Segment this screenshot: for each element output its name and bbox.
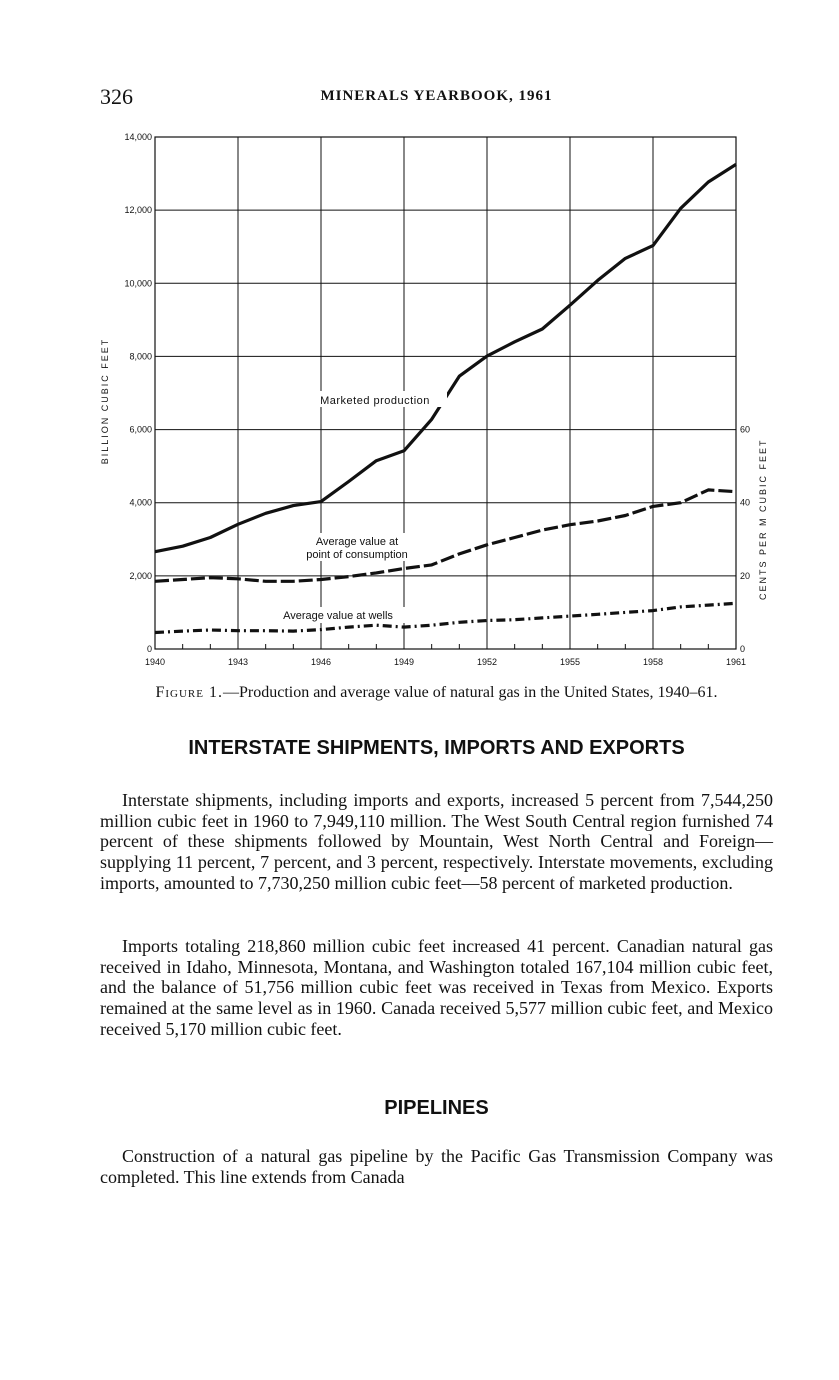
x-tick-label: 1955	[559, 657, 581, 667]
series-line-0	[155, 164, 736, 551]
x-tick-label: 1961	[725, 657, 747, 667]
paragraph-pipelines: Construction of a natural gas pipeline by the Pacific Gas Transmission Company was completed. This line extends from Canada	[100, 1146, 773, 1187]
series-label-marketed-production: Marketed production	[320, 395, 430, 407]
x-tick-label: 1952	[476, 657, 498, 667]
y-left-tick-label: 6,000	[129, 424, 152, 435]
x-tick-label: 1949	[393, 657, 415, 667]
section-heading-pipelines: PIPELINES	[384, 1097, 489, 1119]
series-line-2	[155, 603, 736, 632]
running-title: MINERALS YEARBOOK, 1961	[320, 88, 553, 104]
y-left-tick-label: 2,000	[129, 570, 152, 581]
y-left-tick-label: 0	[146, 644, 152, 654]
y-right-tick-label: 0	[740, 644, 746, 654]
x-tick-label: 1943	[227, 657, 249, 667]
paragraph-imports: Imports totaling 218,860 million cubic feet increased 41 percent. Canadian natural gas received in Idaho, Minnesota, Montana, and Washington totaled 167,104 million cubic feet, and the balance of 51,756 million cubic feet was received in Texas from Mexico. Exports remained at the same level as in 1960. Canada received 5,577 million cubic feet, and Mexico received 5,170 million cubic feet.	[100, 936, 773, 1039]
y-left-tick-label: 8,000	[129, 351, 152, 362]
x-tick-label: 1940	[144, 657, 166, 667]
natural-gas-chart	[95, 125, 775, 673]
y-right-axis-label: CENTS PER M CUBIC FEET	[758, 438, 768, 601]
series-label-consumption-line2: point of consumption	[306, 549, 408, 561]
figure-caption-label: Figure 1.	[155, 684, 223, 701]
page-number: 326	[100, 84, 133, 109]
figure-caption	[100, 684, 773, 702]
y-left-axis-label: BILLION CUBIC FEET	[100, 337, 110, 465]
y-left-tick-label: 4,000	[129, 497, 152, 508]
figure-caption-text: —Production and average value of natural gas in the United States, 1940–61.	[222, 684, 718, 701]
running-header	[100, 84, 773, 108]
series-line-1	[155, 490, 736, 581]
y-left-tick-label: 10,000	[124, 278, 152, 289]
y-left-tick-label: 12,000	[124, 205, 152, 216]
y-right-tick-label: 40	[740, 497, 751, 508]
y-right-tick-label: 20	[740, 570, 751, 581]
y-left-tick-label: 14,000	[124, 132, 152, 142]
series-label-wells: Average value at wells	[283, 610, 393, 622]
section-heading-interstate: INTERSTATE SHIPMENTS, IMPORTS AND EXPORTS	[188, 737, 685, 759]
x-tick-label: 1946	[310, 657, 332, 667]
y-right-tick-label: 60	[740, 424, 751, 435]
paragraph-interstate-shipments: Interstate shipments, including imports and exports, increased 5 percent from 7,544,250 million cubic feet in 1960 to 7,949,110 million. The West South Central region furnished 74 percent of these shipments followed by Mountain, West North Central and Foreign—supplying 11 percent, 7 percent, and 3 percent, respectively. Interstate movements, excluding imports, amounted to 7,730,250 million cubic feet—58 percent of marketed production.	[100, 790, 773, 893]
series-label-consumption-line1: Average value at	[315, 536, 399, 548]
x-tick-label: 1958	[642, 657, 664, 667]
